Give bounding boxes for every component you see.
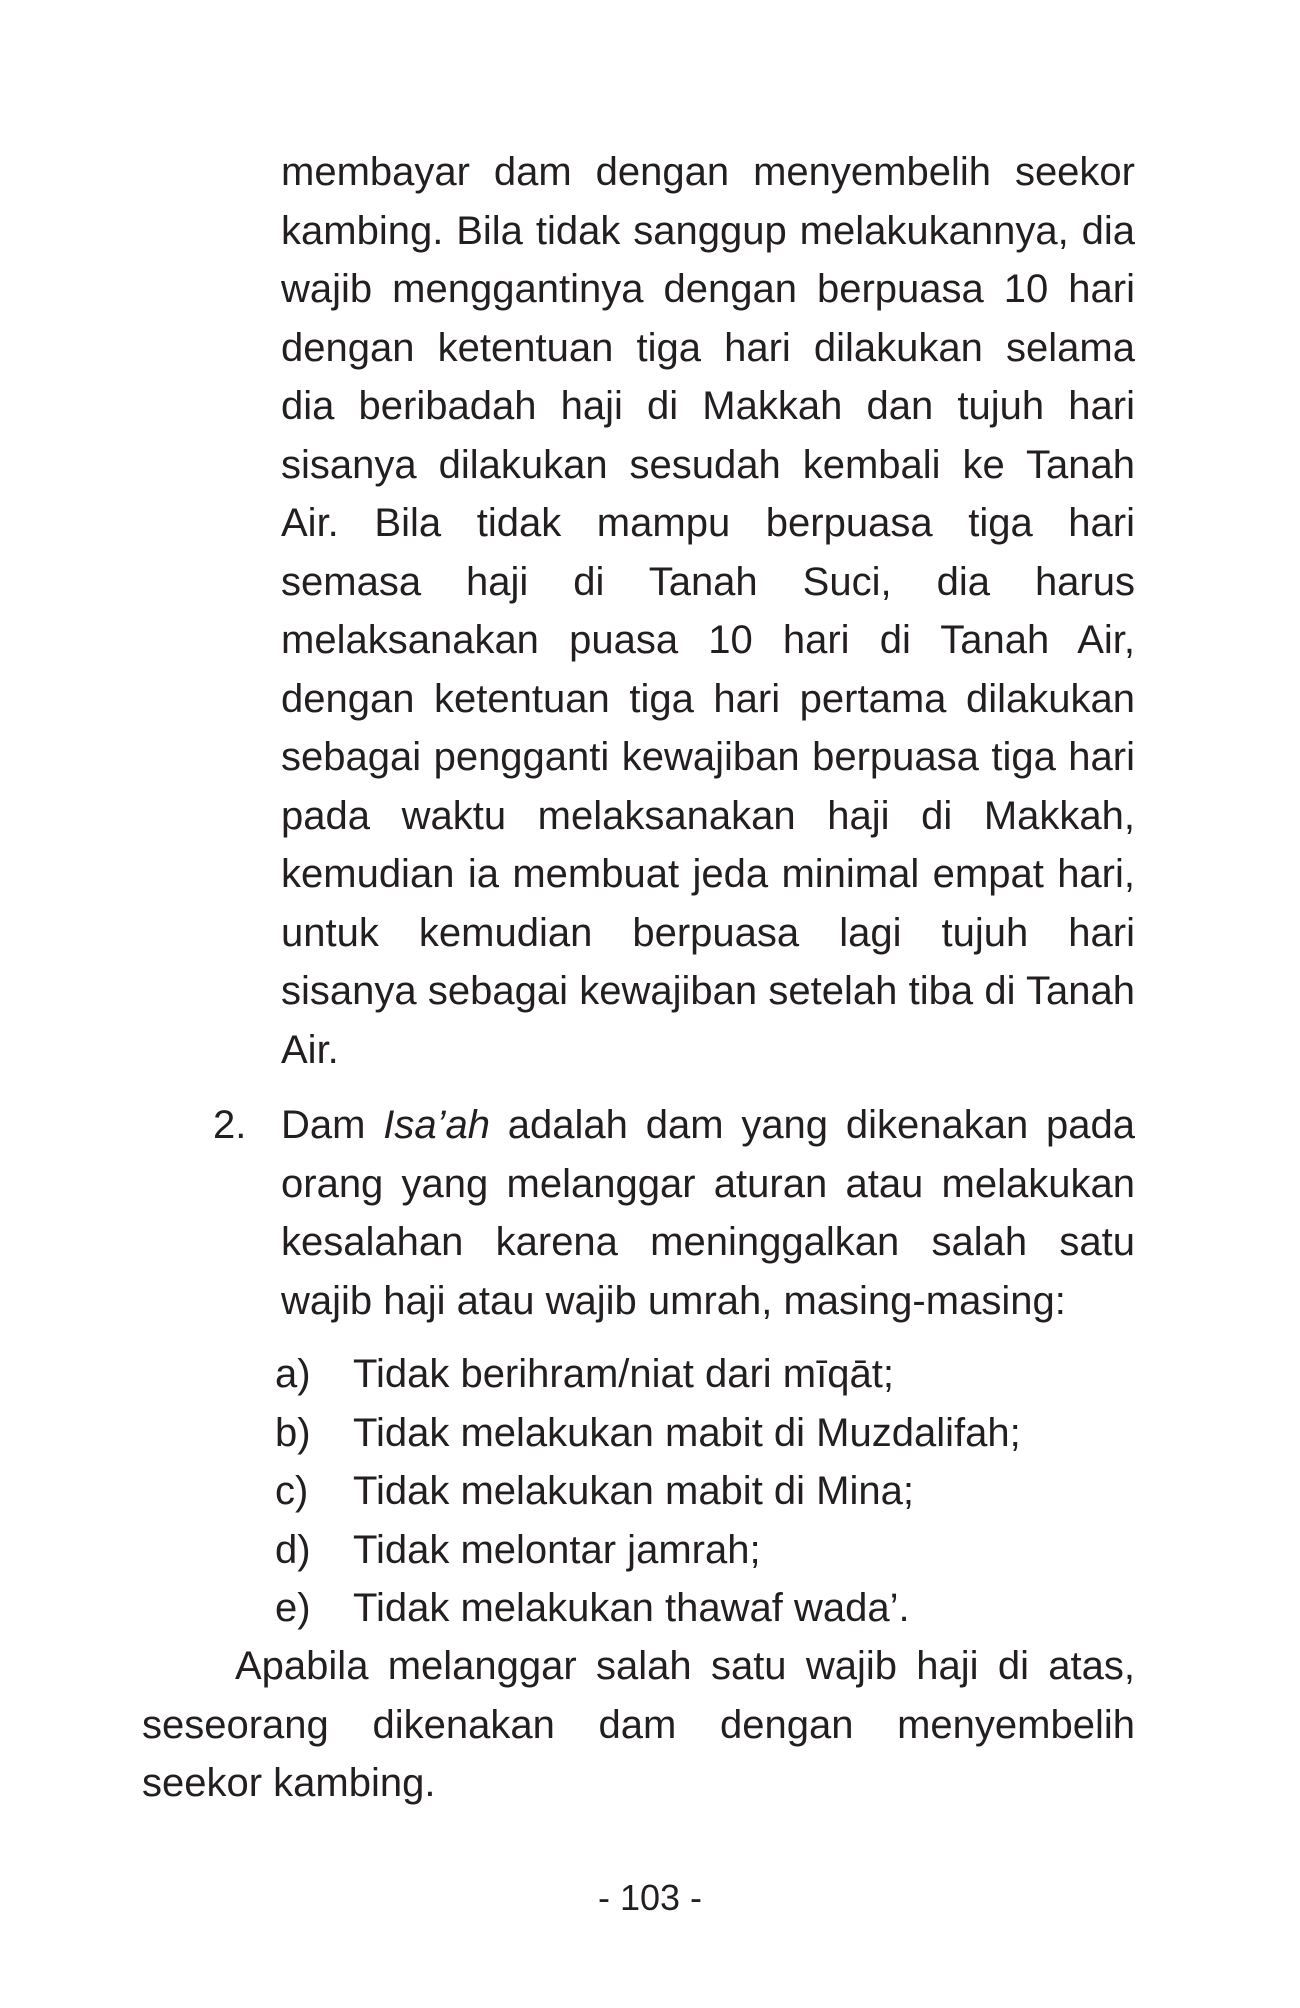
- list-item: [275, 1521, 1135, 1580]
- sublist-text: Tidak melontar jamrah;: [353, 1527, 761, 1572]
- sublist-text: Tidak berihram/niat dari mīqāt;: [353, 1352, 894, 1396]
- list-item-number: 2.: [213, 1103, 247, 1147]
- sublist-text: Tidak melakukan thawaf wada’.: [353, 1586, 910, 1630]
- list-item: [275, 1462, 1135, 1521]
- sublist-label: e): [275, 1586, 311, 1630]
- item2-term: Isa’ah: [383, 1103, 490, 1147]
- sublist: [275, 1345, 1135, 1638]
- sublist-label: b): [275, 1410, 311, 1455]
- list-item: [275, 1345, 1135, 1404]
- sublist-text: Tidak melakukan mabit di Mina;: [353, 1469, 914, 1513]
- sublist-label: c): [275, 1469, 309, 1513]
- list-item: [275, 1579, 1135, 1638]
- closing-paragraph: Apabila melanggar salah satu wajib haji di atas, seseorang dikenakan dam dengan menyembelih seekor kambing.: [142, 1644, 1135, 1805]
- item2-rest: adalah dam yang dikenakan pada orang yang melanggar aturan atau melakukan kesalahan karena meninggalkan salah satu wajib haji atau wajib umrah, masing-masing:: [281, 1103, 1135, 1323]
- item2-lead: Dam: [281, 1103, 366, 1147]
- continuation-paragraph: membayar dam dengan menyembelih seekor kambing. Bila tidak sanggup melakukannya, dia wajib menggantinya dengan berpuasa 10 hari dengan ketentuan tiga hari dilakukan selama dia beribadah haji di Makkah dan tujuh hari sisanya dilakukan sesudah kembali ke Tanah Air. Bila tidak mampu berpuasa tiga hari semasa haji di Tanah Suci, dia harus melaksanakan puasa 10 hari di Tanah Air, dengan ketentuan tiga hari pertama dilakukan sebagai pengganti kewajiban berpuasa tiga hari pada waktu melaksanakan haji di Makkah, kemudian ia membuat jeda minimal empat hari, untuk kemudian berpuasa lagi tujuh hari sisanya sebagai kewajiban setelah tiba di Tanah Air.: [281, 150, 1135, 1072]
- sublist-label: d): [275, 1527, 311, 1572]
- sublist-label: a): [275, 1352, 311, 1396]
- page-number: - 103 -: [597, 1877, 703, 1918]
- sublist-text: Tidak melakukan mabit di Muzdalifah;: [353, 1410, 1021, 1455]
- list-item-2: [281, 1096, 1135, 1330]
- list-item: [275, 1404, 1135, 1463]
